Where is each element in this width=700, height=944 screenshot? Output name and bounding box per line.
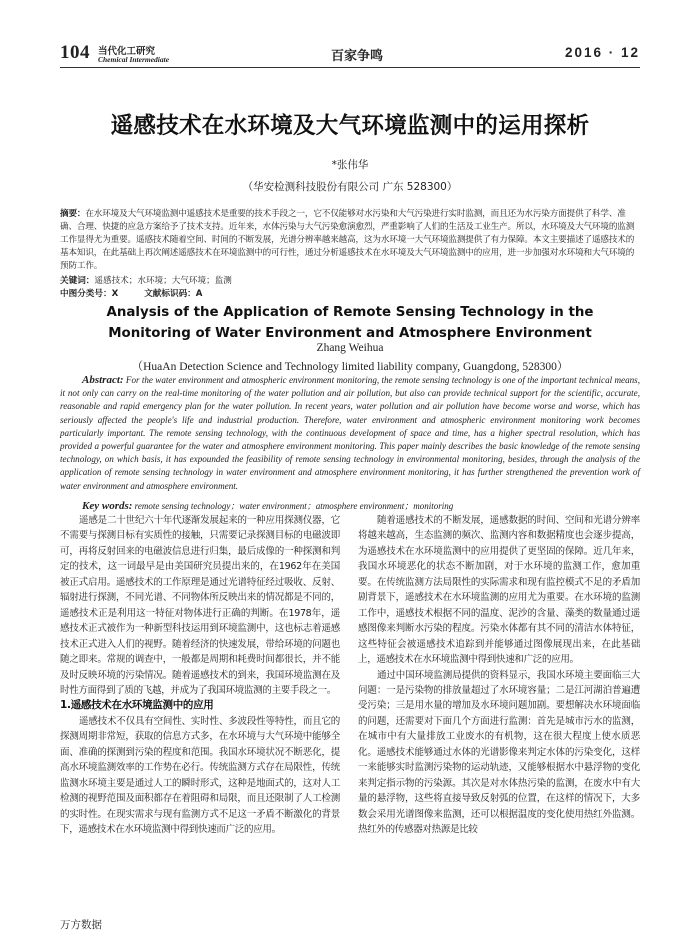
- abstract-cn-label: 摘要：: [60, 209, 86, 219]
- abstract-cn-text: 在水环境及大气环境监测中遥感技术是重要的技术手段之一，它不仅能够对水污染和大气污染进行实时监测，而且还为水污染方面提供了科学、准确、合理、快捷的应急方案给予了技术支持。近年来，水体污染与大气污染愈演愈烈，严重影响了人们的生活及工业生产。所以，水环境及大气环境的监测工作显得尤为重要。遥感技术随着空间、时间的不断发展，光谱分辨率越来越高，这为水环境一大气环境监测提供了有力保障。本文主要描述了遥感技术的基本知识，在此基础上再次阐述遥感技术在环境监测中的可行性，通过分析遥感技术在水环境及大气环境监测中的应用，进一步加强对水环境和大气环境的预防工作。: [60, 209, 635, 271]
- keywords-en: [82, 500, 642, 513]
- section-heading: 1.遥感技术在水环境监测中的应用: [60, 699, 214, 712]
- affiliation-en: （HuaAn Detection Science and Technology limited liability company, Guangdong, 528300）: [131, 361, 569, 373]
- abstract-en-label: Abstract:: [82, 374, 124, 386]
- affiliation-cn: （华安检测科技股份有限公司 广东 528300）: [242, 181, 458, 193]
- article-title-en: Analysis of the Application of Remote Sensing Technology in the Monitoring of Water Environment and Atmosphere Environment: [106, 305, 594, 341]
- keywords-cn-text: 遥感技术；水环境；大气环境；监测: [94, 276, 232, 286]
- abstract-en-text: For the water environment and atmospheric environment monitoring, the remote sensing technology is one of the important technical means, it not only can carry on the real-time monitoring of the water pollution and air pollution, but also can provide technical support for the scientific, accurate, reasonable and rapid emergency plan for the water pollution. In recent years, water pollution and air pollution have become worse and worse, which has seriously affected the people's life and industrial production. Therefore, water environment and atmospheric environment monitoring work becomes particularly important. The remote sensing technology, with the continuous development of space and time, has a higher spectral resolution, which has provided a powerful guarantee for the water and atmosphere environment monitoring. This paper mainly describes the basic knowledge of the remote sensing technology, on which basis, it has expounded the feasibility of remote sensing technology in environmental monitoring, besides, through the analysis of the application of remote sensing technology in water environment and atmosphere environment monitoring, it has further strengthened the prevention work of water environment and atmosphere environment.: [60, 375, 640, 491]
- body-column-left: [60, 513, 340, 838]
- page-header: [60, 42, 640, 66]
- keywords-cn: [60, 275, 640, 288]
- abstract-cn: [60, 208, 640, 273]
- keywords-cn-label: 关键词：: [60, 276, 95, 286]
- classification-line: [60, 288, 640, 301]
- body-paragraph: 随着遥感技术的不断发展，遥感数据的时间、空间和光谱分辨率将越来越高，生态监测的频次、监测内容和数据精度也会逐步提高，为遥感技术在水环境监测中的应用提供了更坚固的保障。近几年来，我国水环境恶化的状态不断加剧，对于水环境的监测工作，愈加重要。在传统监测方法局限性的实际需求和现有监控模式不足的矛盾加剧背景下，遥感技术在水环境监测的应用尤为重要。在水环境的监测工作中，遥感技术根据不同的温度、泥沙的含量、藻类的数量通过遥感图像来判断水污染的程度。污染水体都有其不同的清洁水体特征，这些特征会被遥感技术追踪到并能够通过图像展现出来，在此基础上，遥感技术在水环境监测中得到快速和广泛的应用。: [358, 515, 640, 666]
- article-title-cn: 遥感技术在水环境及大气环境监测中的运用探析: [110, 113, 590, 139]
- keywords-en-text: remote sensing technology；water environment；atmosphere environment；monitoring: [134, 501, 454, 511]
- keywords-en-label: Key words:: [82, 500, 133, 512]
- author-cn: *张伟华: [331, 159, 369, 171]
- page-number: 104: [60, 42, 90, 63]
- journal-name-en: Chemical Intermediate: [98, 55, 170, 64]
- column-name: 百家争鸣: [331, 49, 384, 64]
- body-column-right: [358, 513, 640, 838]
- footer-watermark: 万方数据: [60, 919, 102, 931]
- body-paragraph: 通过中国环境监测局提供的资料显示，我国水环境主要面临三大问题：一是污染物的排放量超过了水环境容量；二是江河湖泊普遍遭受污染；三是用水量的增加及水环境问题加剧。要想解决水环境面临的问题，还需要对下面几个方面进行监测：首先是城市污水的监测，在城市中有大量排放工业废水的有机物，这在很大程度上使水质恶化。遥感技术能够通过水体的光谱影像来判定水体的污染变化，这样一来能够实时监测污染物的运动轨迹，又能够根据水中悬浮物的变化来判定指示物的污染源。其次是对水体热污染的监测，在废水中有大量的悬浮物，这些将直接导致反射弧的位置，在这样的情况下，大多数会采用光谱图像来监测，还可以根据温度的变化使用热红外监测。热红外的传感器对热源是比较: [358, 669, 640, 836]
- issue-number: 2016 · 12: [564, 45, 640, 60]
- body-paragraph: 遥感技术不仅具有空间性、实时性、多波段性等特性，而且它的探测周期非常短，获取的信息方式多，在水环境与大气环境中能够全面、准确的探测到污染的程度和范围。我国水环境状况不断恶化，提高水环境监测效率的工作势在必行。传统监测方式存在局限性，传统监测水环境主要是通过人工的瞬时形式，这种是地面式的，这对人工检测的视野范围及面积都存在着阻碍和局限，而且还限制了人工检测的实时性。在现实需求与现有监测方式不足这一矛盾不断激化的背景下，遥感技术在水环境监测中得到快速而广泛的应用。: [60, 715, 340, 836]
- header-divider: [60, 67, 640, 68]
- abstract-en: [60, 374, 640, 493]
- classification-number: 中图分类号：X: [60, 289, 119, 299]
- journal-name-cn: 当代化工研究: [98, 46, 156, 57]
- document-code: 文献标识码：A: [144, 289, 203, 299]
- author-en: Zhang Weihua: [316, 342, 384, 354]
- body-paragraph: 遥感是二十世纪六十年代逐渐发展起来的一种应用探测仪器，它不需要与探测目标有实质性的接触，只需要记录探测目标的电磁波即可，再将反射回来的电磁波信息进行归集，最后成像的一种探测和判定的技术，这一词最早是由美国研究员提出来的，在1962年在美国被正式启用。遥感技术的工作原理是通过光谱特征经过吸收、反射、辐射进行探测，不同光谱、不同物体所反映出来的情况都是不同的，遥感技术正是利用这一特征对物体进行正确的判断。在1978年，遥感技术正式被作为一种新型科技运用到环境监测中，这也标志着遥感技术正式进入人们的视野。随着经济的快速发展，带给环境的问题也随之即来。常规的调查中，一般都是周期和耗费时间都很长，并不能及时反映环境的污染情况。随着遥感技术的到来，我国环境监测在及时性方面得到了质的飞越，并成为了我国环境监测的主要手段之一。: [60, 515, 340, 696]
